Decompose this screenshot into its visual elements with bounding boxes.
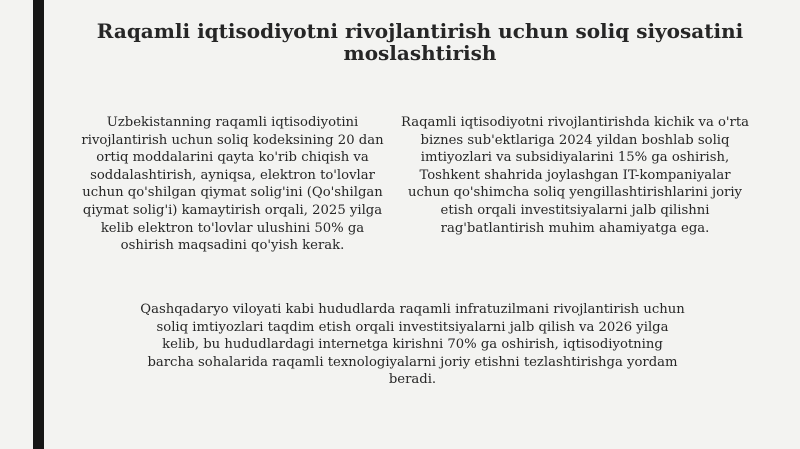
paragraph-left: Uzbekistanning raqamli iqtisodiyotini rivojlantirish uchun soliq kodeksining 20 dan ortiq moddalarini qayta ko'rib chiqish va soddalashtirish, ayniqsa, elektron to'lovlar uchun qo'shilgan qiymat solig'ini (Qo'shilgan qiymat solig'i) kamaytirish orqali, 2025 yilga kelib elektron to'lovlar ulushini 50% ga oshirish maqsadini qo'yish kerak. — [81, 115, 384, 254]
slide-title: Raqamli iqtisodiyotni rivojlantirish uchun soliq siyosatini moslashtirish — [96, 19, 744, 65]
left-accent-bar — [33, 0, 44, 449]
paragraph-right: Raqamli iqtisodiyotni rivojlantirishda kichik va o'rta biznes sub'ektlariga 2024 yildan boshlab soliq imtiyozlari va subsidiyalarini 15% ga oshirish, Toshkent shahrida joylashgan IT-kompaniyalar uchun qo'shimcha soliq yengillashtirishlarini joriy etish orqali investitsiyalarni jalb qilishni rag'batlantirish muhim ahamiyatga ega. — [400, 115, 750, 236]
paragraph-bottom: Qashqadaryo viloyati kabi hududlarda raqamli infratuzilmani rivojlantirish uchun soliq imtiyozlari taqdim etish orqali investitsiyalarni jalb qilish va 2026 yilga kelib, bu hududlardagi internetga kirishni 70% ga oshirish, iqtisodiyotning barcha sohalarida raqamli texnologiyalarni joriy etishni tezlashtirishga yordam beradi. — [140, 302, 685, 388]
